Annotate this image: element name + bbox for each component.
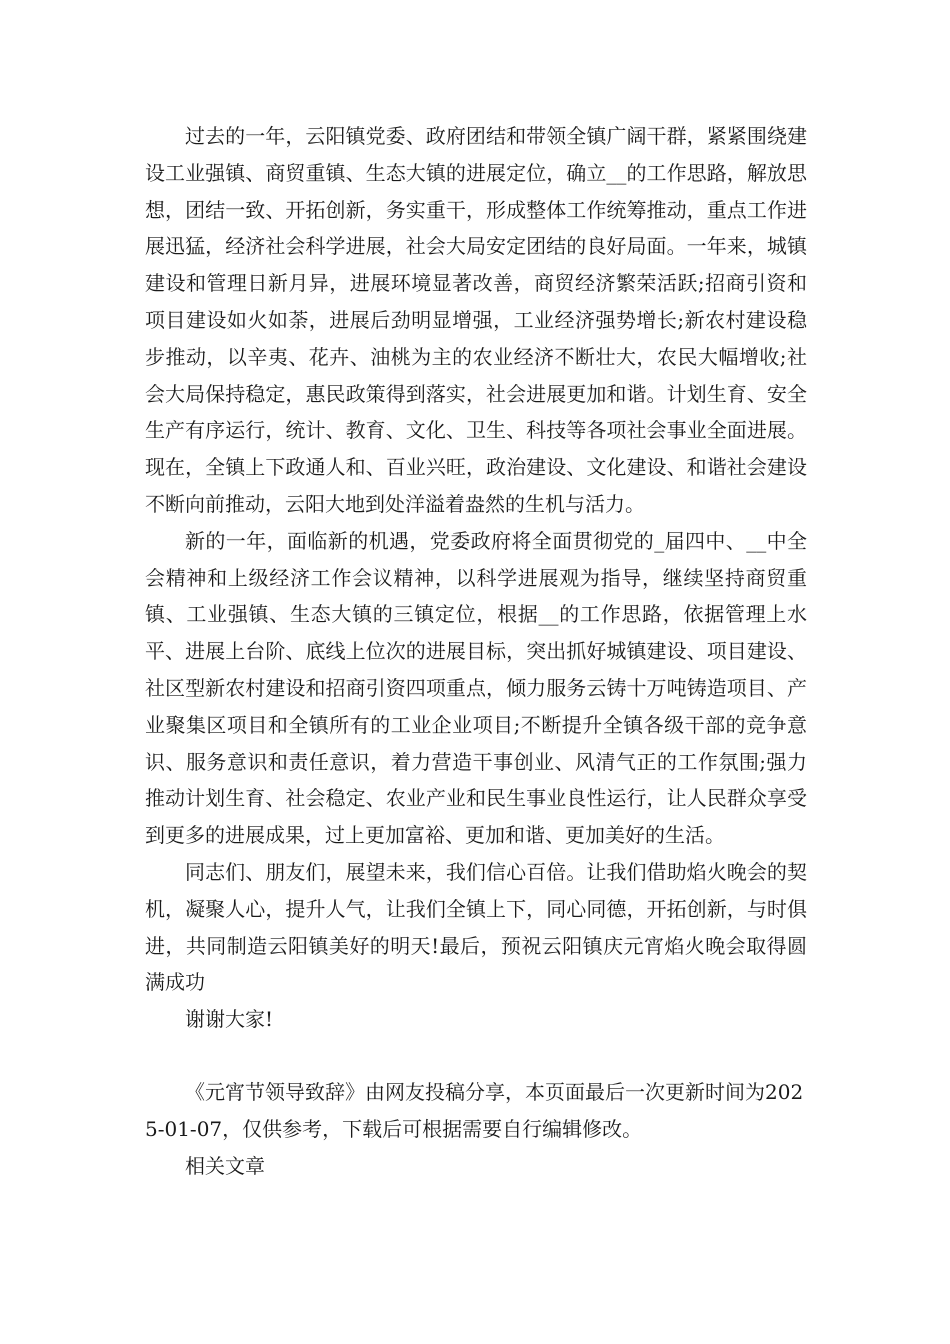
- paragraph-new-year: 新的一年，面临新的机遇，党委政府将全面贯彻党的_届四中、__中全会精神和上级经济工作会议精神，以科学进展观为指导，继续坚持商贸重镇、工业强镇、生态大镇的三镇定位，根据__的工作思路，依据管理上水平、进展上台阶、底线上位次的进展目标，突出抓好城镇建设、项目建设、社区型新农村建设和招商引资四项重点，倾力服务云铸十万吨铸造项目、产业聚集区项目和全镇所有的工业企业项目;不断提升全镇各级干部的竞争意识、服务意识和责任意识，着力营造干事创业、风清气正的工作氛围;强力推动计划生育、社会稳定、农业产业和民生事业良性运行，让人民群众享受到更多的进展成果，过上更加富裕、更加和谐、更加美好的生活。: [145, 528, 807, 848]
- related-articles-link[interactable]: 相关文章: [185, 1153, 265, 1178]
- paragraph-thanks: 谢谢大家!: [185, 1007, 274, 1032]
- section-spacer: [145, 1038, 807, 1074]
- paragraph-past-year: 过去的一年，云阳镇党委、政府团结和带领全镇广阔干群，紧紧围绕建设工业强镇、商贸重镇、生态大镇的进展定位，确立__的工作思路，解放思想，团结一致、开拓创新，务实重干，形成整体工作统筹推动，重点工作进展迅猛，经济社会科学进展，社会大局安定团结的良好局面。一年来，城镇建设和管理日新月异，进展环境显著改善，商贸经济繁荣活跃;招商引资和项目建设如火如荼，进展后劲明显增强，工业经济强势增长;新农村建设稳步推动，以辛夷、花卉、油桃为主的农业经济不断壮大，农民大幅增收;社会大局保持稳定，惠民政策得到落实，社会进展更加和谐。计划生育、安全生产有序运行，统计、教育、文化、卫生、科技等各项社会事业全面进展。现在，全镇上下政通人和、百业兴旺，政治建设、文化建设、和谐社会建设不断向前推动，云阳大地到处洋溢着盎然的生机与活力。: [145, 124, 807, 516]
- paragraph-outlook: 同志们、朋友们，展望未来，我们信心百倍。让我们借助焰火晚会的契机，凝聚人心，提升人气，让我们全镇上下，同心同德，开拓创新，与时俱进，共同制造云阳镇美好的明天!最后，预祝云阳镇庆元宵焰火晚会取得圆满成功: [145, 859, 807, 995]
- document-body: [145, 118, 807, 1184]
- footer-note: 《元宵节领导致辞》由网友投稿分享，本页面最后一次更新时间为2025-01-07，仅供参考，下载后可根据需要自行编辑修改。: [145, 1079, 804, 1141]
